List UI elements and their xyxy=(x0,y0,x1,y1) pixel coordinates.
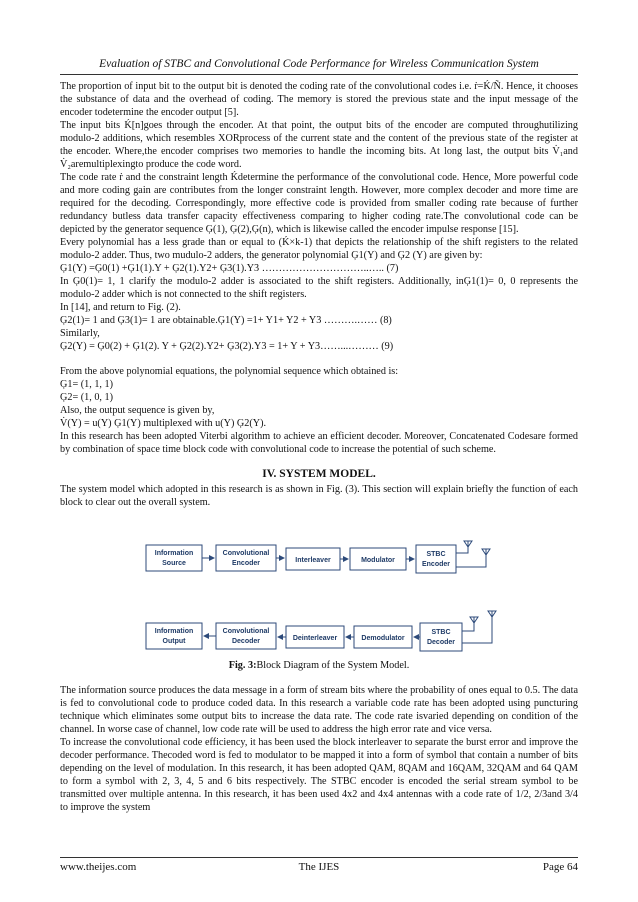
paragraph: The code rate ṙ and the constraint length Ḱdetermine the performance of the convolutional code. Hence, More powerful code and more coding gain are contributes from the longer constraint length. However, more complex decoder and more time are required for the decoding. Correspondingly, more effective code is provided from smaller coding rate because of further redundancy butless data transfer capacity effectiveness comparing to higher coding rate.The convolutional code can be depicted by the generator sequence Ģ(1), Ģ(2),Ģ(n), which is likewise called the encoder impulse response [15]. xyxy=(60,172,578,235)
block-information-source xyxy=(146,545,202,571)
equation-7: Ģ1(Y) =Ģ0(1) +Ģ1(1).Y + Ģ2(1).Y2+ Ģ3(1).Y3 …………………………..….. (7) xyxy=(60,263,399,274)
block-demodulator xyxy=(354,626,412,648)
caption-text: Block Diagram of the System Model. xyxy=(256,660,410,671)
paragraph: Also, the output sequence is given by, xyxy=(60,405,215,416)
paragraph: The information source produces the data message in a form of stream bits where the probability of ones equal to 0.5. The data is fed to convolutional code to produce coded data. In this research a variable code rate has been adopted using puncturing technique which eliminates some output bits to increase the data rate. The code rate isvaried depending on condition of the channel. In worse case of channel, low code rate will be used to address the high error rate and vice versa. xyxy=(60,685,578,735)
svg-text:STBC: STBC xyxy=(431,629,451,636)
paragraph: Similarly, xyxy=(60,328,100,339)
paragraph: From the above polynomial equations, the polynomial sequence which obtained is: xyxy=(60,366,399,377)
svg-text:Interleaver: Interleaver xyxy=(295,557,331,564)
sequence-g1: Ģ1= (1, 1, 1) xyxy=(60,379,113,390)
paragraph: To increase the convolutional code efficiency, it has been used the block interleaver to separate the burst error and improve the decoder performance. Thecoded word is fed to modulator to be mapped it into a form of symbol that contain a number of bits depending on the level of modulation. In this research, it has been adopted QAM, 8QAM and 16QAM, 32QAM and 64 QAM to form a symbol with 2, 3, 4, 5 and 6 bits respectively. The STBC encoder is encoded the serial stream symbol to be transmitted over multiple antenna. In this research, it has been used 4x2 and 4x4 antennas with a code rate of 1/2, 2/3and 3/4 to improve the system xyxy=(60,737,578,813)
paragraph: Every polynomial has a less grade than or equal to (Ḱ×k-1) that depicts the relationship of the shift registers to the related modulo-2 adder. Thus, two mudulo-2 adders, the generator polynomial Ģ1(Y) and Ģ2 (Y) are given by: xyxy=(60,237,578,261)
block-information-output xyxy=(146,623,202,649)
block-interleaver xyxy=(286,548,340,570)
paragraph: The proportion of input bit to the output bit is denoted the coding rate of the convolutional codes i.e. ṙ=Ḱ/Ñ. Hence, it chooses the substance of data and the overhead of coding. The memory is stored the previous state and the input message of the encoder todetermine the encoder output [5]. xyxy=(60,81,578,118)
output-sequence: V̇(Y) = u(Y) Ģ1(Y) multiplexed with u(Y) Ģ2(Y). xyxy=(60,418,267,429)
svg-text:STBC: STBC xyxy=(426,551,446,558)
svg-text:Decoder: Decoder xyxy=(231,638,261,645)
block-convolutional-decoder xyxy=(216,623,276,649)
svg-text:Modulator: Modulator xyxy=(361,557,395,564)
footer-page: Page 64 xyxy=(542,861,578,873)
figure-caption xyxy=(60,660,578,671)
section-title: IV. SYSTEM MODEL. xyxy=(262,468,376,480)
footer-rule xyxy=(60,857,578,858)
equation-9: Ģ2(Y) = Ģ0(2) + Ģ1(2). Y + Ģ2(2).Y2+ Ģ3(2).Y3 = 1+ Y + Y3……...……… (9) xyxy=(60,341,394,352)
running-header: Evaluation of STBC and Convolutional Code Performance for Wireless Communication System xyxy=(99,58,539,70)
sequence-g2: Ģ2= (1, 0, 1) xyxy=(60,392,113,403)
svg-text:Encoder: Encoder xyxy=(421,561,451,568)
caption-label: Fig. 3: xyxy=(228,660,257,671)
header-rule xyxy=(60,74,578,75)
section-intro: The system model which adopted in this research is as shown in Fig. (3). This section will explain briefly the function of each block to clear out the overall system. xyxy=(60,484,578,508)
svg-text:Demodulator: Demodulator xyxy=(361,635,405,642)
block-stbc-encoder xyxy=(416,545,456,573)
footer-url: www.theijes.com xyxy=(60,861,137,873)
block-convolutional-encoder xyxy=(216,545,276,571)
body-text xyxy=(60,80,578,509)
svg-text:Source: Source xyxy=(162,560,186,567)
footer-journal: The IJES xyxy=(298,861,340,873)
svg-text:Convolutional: Convolutional xyxy=(222,550,270,557)
block-modulator xyxy=(350,548,406,570)
after-text xyxy=(60,684,578,814)
paragraph: The input bits Ḱ[n]goes through the encoder. At that point, the output bits of the encoder are computed throughutilizing modulo-2 additions, which resembles XORprocess of the current state and the content of the previous state of the register at the encoder. Where,the encoder comprises two memories to handle the incoming bits. At long last, the output bits V̇₁and V̇₂aremultiplexingto produce the code word. xyxy=(60,120,578,170)
block-stbc-decoder xyxy=(420,623,462,651)
svg-text:Information: Information xyxy=(154,550,194,557)
svg-text:Encoder: Encoder xyxy=(231,560,261,567)
block-diagram xyxy=(60,539,578,659)
svg-text:Convolutional: Convolutional xyxy=(222,628,270,635)
antenna-rx-icon xyxy=(462,611,496,643)
paragraph: In Ģ0(1)= 1, 1 clarify the modulo-2 adder is associated to the shift registers. Additionally, inĢ1(1)= 0, 0 represents the modulo-2 adder which is not connected to the shift registers. xyxy=(60,276,578,300)
svg-text:Deinterleaver: Deinterleaver xyxy=(292,635,338,642)
paragraph: In this research has been adopted Viterbi algorithm to achieve an efficient decoder. Moreover, Concatenated Codesare formed by combination of space time block code with convolutional code to increase the potential of such scheme. xyxy=(60,431,578,455)
svg-text:Decoder: Decoder xyxy=(426,639,456,646)
svg-text:Output: Output xyxy=(162,638,186,645)
paragraph: In [14], and return to Fig. (2). xyxy=(60,302,181,313)
antenna-tx-icon xyxy=(456,541,490,567)
equation-8: Ģ2(1)= 1 and Ģ3(1)= 1 are obtainable.Ģ1(Y) =1+ Y1+ Y2 + Y3 ……….…… (8) xyxy=(60,315,392,326)
svg-text:Information: Information xyxy=(154,628,194,635)
block-deinterleaver xyxy=(286,626,344,648)
